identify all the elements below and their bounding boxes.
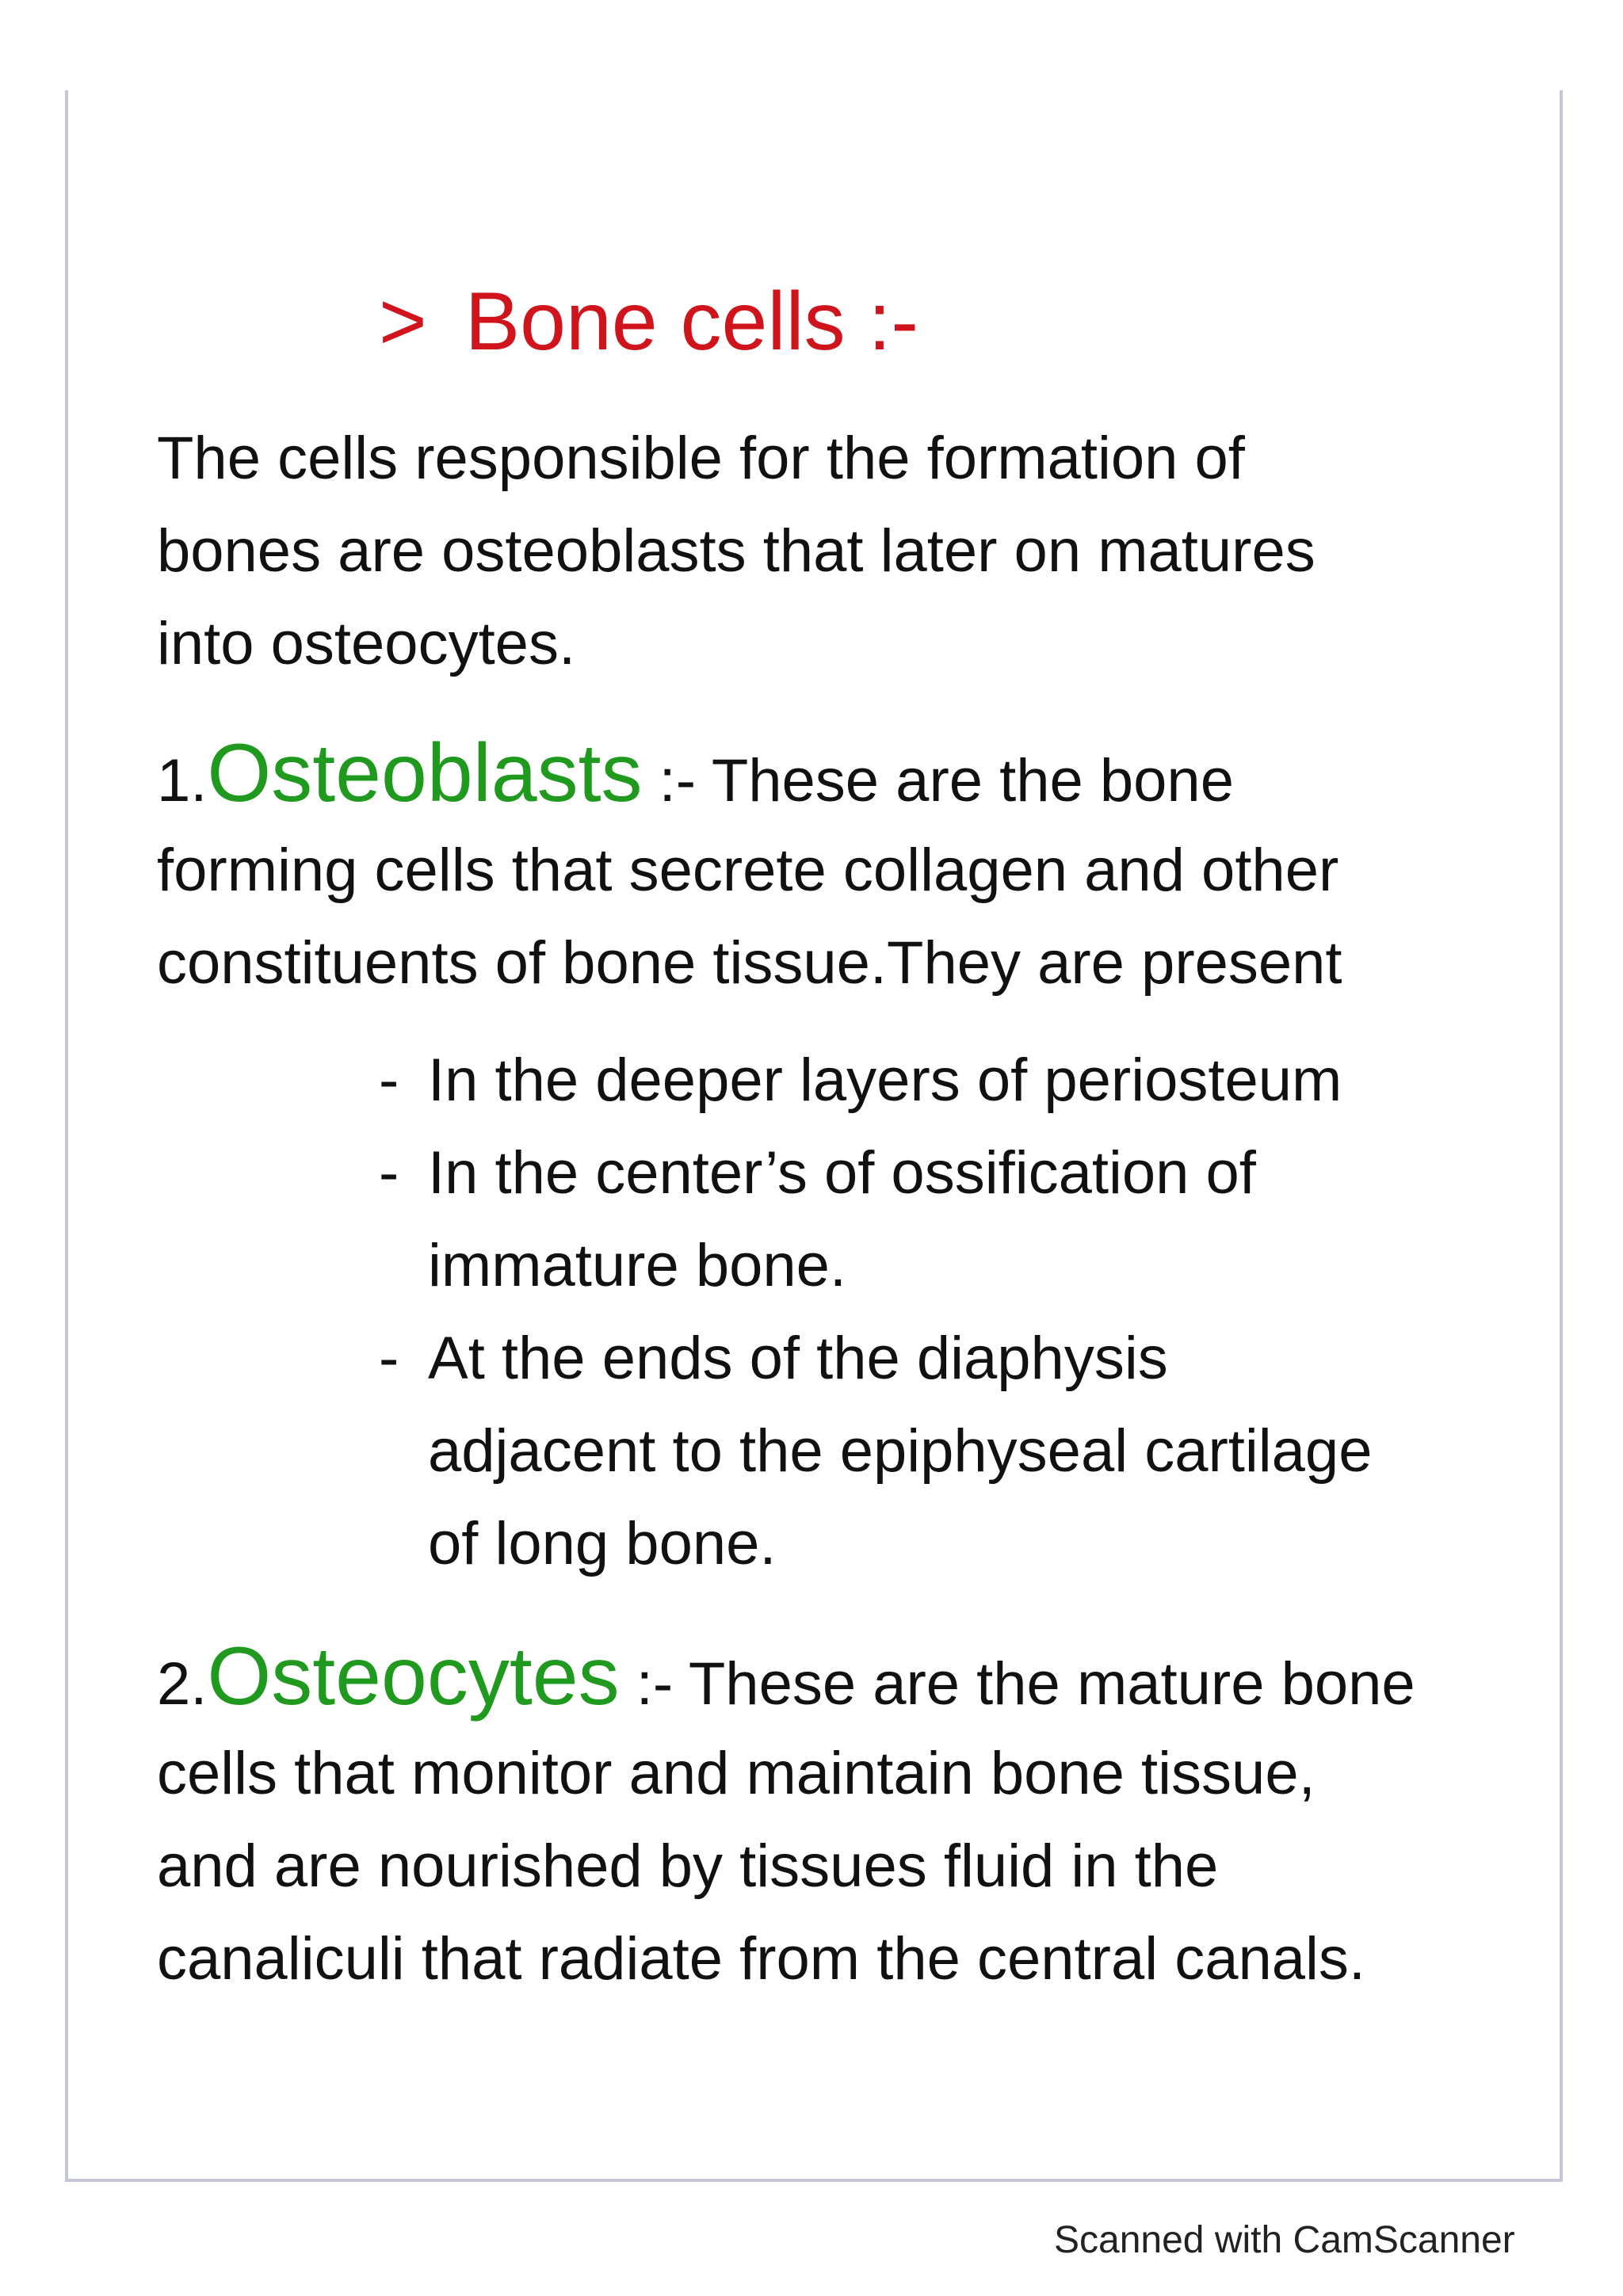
- list-item: [379, 1034, 1372, 1127]
- list-item-line: In the deeper layers of periosteum: [428, 1047, 1342, 1114]
- osteocytes-term: Osteocytes: [207, 1630, 620, 1722]
- list-item-line: of long bone.: [428, 1510, 777, 1577]
- osteocytes-line: canaliculi that radiate from the central canals.: [157, 1925, 1366, 1993]
- list-item-line: At the ends of the diaphysis: [428, 1325, 1168, 1392]
- bullet-dash: -: [379, 1139, 399, 1207]
- osteocytes-paragraph: [157, 1626, 1415, 2005]
- osteoblasts-line: forming cells that secrete collagen and other: [157, 837, 1339, 904]
- osteoblasts-locations-list: [379, 1034, 1372, 1590]
- intro-paragraph: [157, 412, 1316, 690]
- list-item-line: In the center’s of ossification of: [428, 1139, 1256, 1207]
- osteoblasts-definition-start: :- These are the bone: [642, 747, 1234, 814]
- list-item: [379, 1127, 1372, 1312]
- list-item-line: immature bone.: [428, 1232, 847, 1299]
- scanner-watermark: Scanned with CamScanner: [1054, 2219, 1515, 2261]
- bullet-dash: -: [379, 1047, 399, 1114]
- bullet-dash: -: [379, 1325, 399, 1392]
- osteocytes-first-line: [157, 1626, 1415, 1727]
- osteocytes-line: and are nourished by tissues fluid in the: [157, 1833, 1219, 1900]
- osteocytes-number: 2.: [157, 1650, 208, 1718]
- osteocytes-definition-start: :- These are the mature bone: [619, 1650, 1415, 1718]
- osteoblasts-number: 1.: [157, 747, 208, 814]
- heading-arrow: >: [379, 276, 427, 368]
- osteoblasts-first-line: [157, 723, 1342, 824]
- osteoblasts-term: Osteoblasts: [207, 727, 643, 819]
- intro-line: into osteocytes.: [157, 610, 576, 677]
- osteoblasts-line: constituents of bone tissue.They are present: [157, 929, 1342, 997]
- section-heading: [379, 276, 918, 368]
- list-item: [379, 1312, 1372, 1590]
- heading-text: Bone cells :-: [464, 276, 918, 368]
- osteocytes-line: cells that monitor and maintain bone tissue,: [157, 1740, 1316, 1807]
- list-item-line: adjacent to the epiphyseal cartilage: [428, 1417, 1373, 1485]
- intro-line: The cells responsible for the formation of: [157, 425, 1245, 492]
- intro-line: bones are osteoblasts that later on matures: [157, 517, 1316, 585]
- osteoblasts-paragraph: [157, 723, 1342, 1009]
